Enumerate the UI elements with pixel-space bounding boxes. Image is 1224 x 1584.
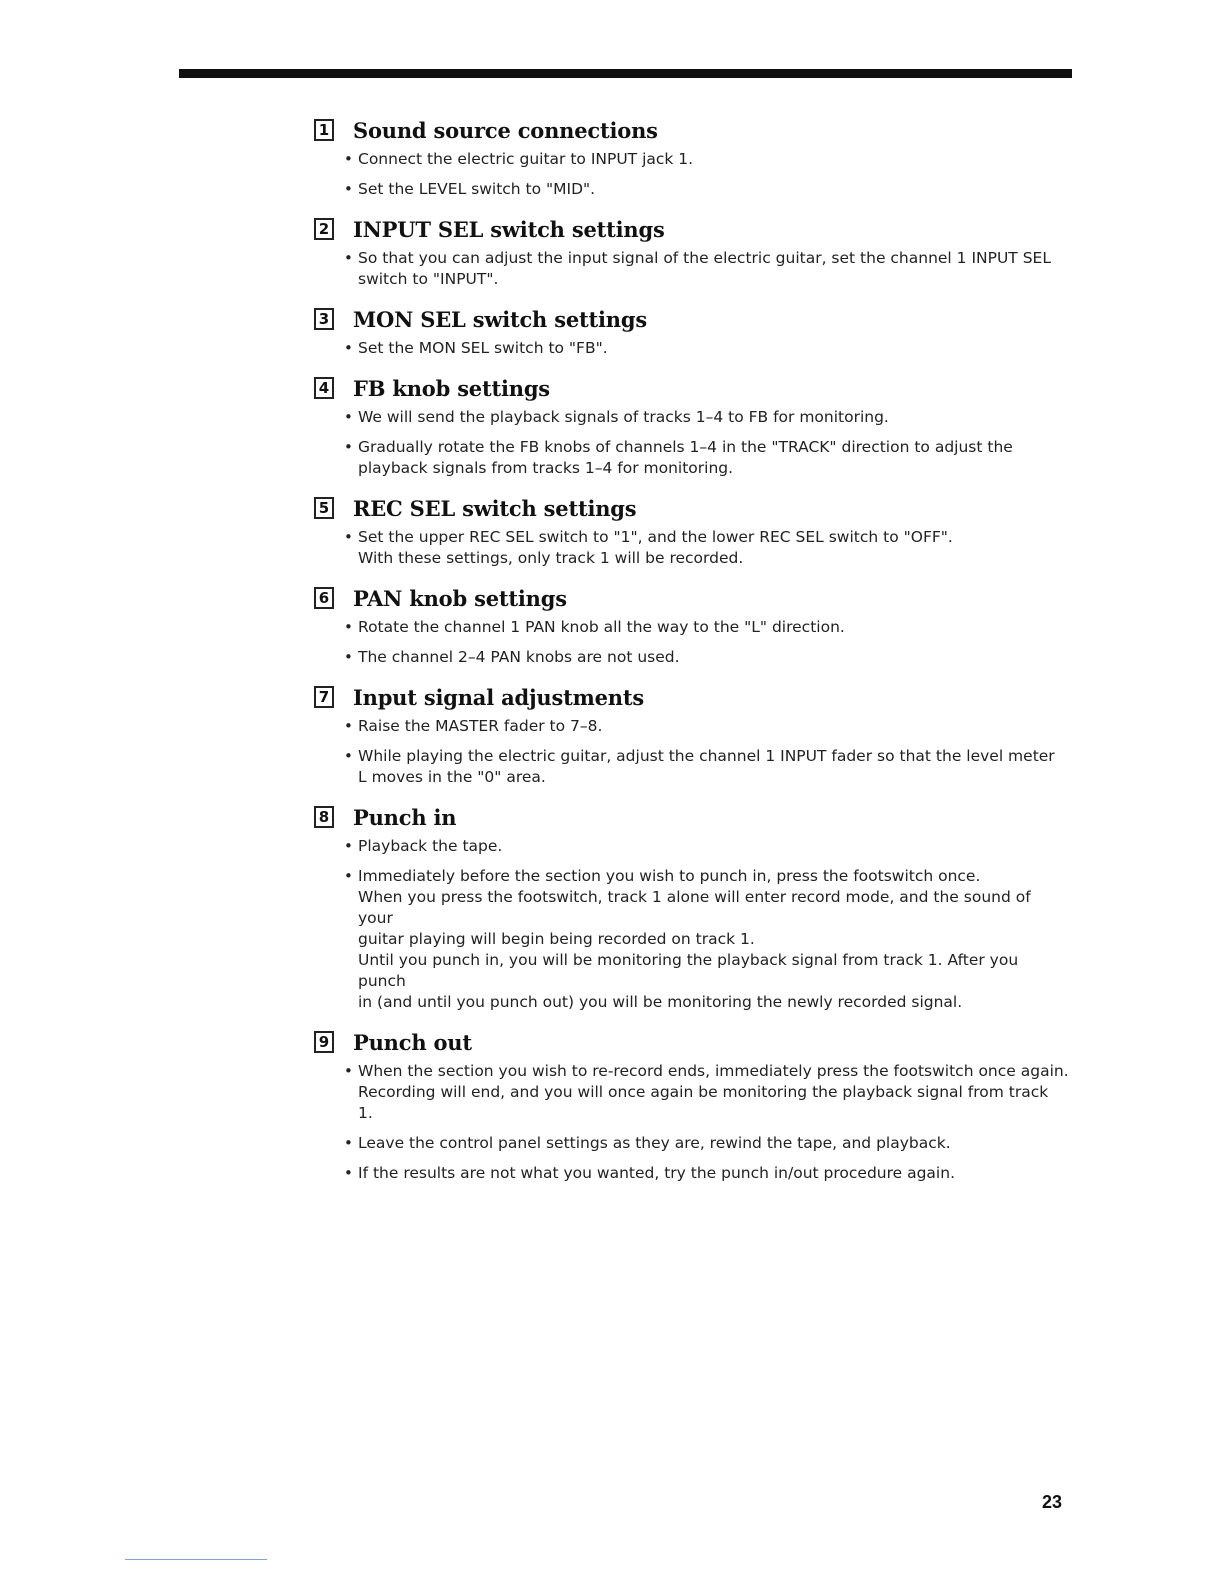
step-number-box: 4 bbox=[314, 377, 334, 399]
step-number-box: 1 bbox=[314, 119, 334, 141]
section-input-signal-adjustments bbox=[318, 682, 1070, 788]
section-header bbox=[314, 682, 1070, 712]
section-punch-out bbox=[318, 1027, 1070, 1184]
bullet-list bbox=[318, 836, 1070, 1013]
bullet-list bbox=[318, 248, 1070, 290]
section-title: PAN knob settings bbox=[353, 585, 567, 611]
bottom-rule bbox=[125, 1559, 267, 1560]
section-title: REC SEL switch settings bbox=[353, 495, 637, 521]
step-number-box: 2 bbox=[314, 218, 334, 240]
bullet-list bbox=[318, 617, 1070, 668]
instructions-content bbox=[318, 115, 1070, 1198]
bullet-item: • Set the LEVEL switch to "MID". bbox=[318, 179, 1070, 200]
section-header bbox=[314, 373, 1070, 403]
section-rec-sel-switch bbox=[318, 493, 1070, 569]
section-title: Punch in bbox=[353, 804, 457, 830]
section-header bbox=[314, 802, 1070, 832]
step-number-box: 7 bbox=[314, 686, 334, 708]
section-pan-knob bbox=[318, 583, 1070, 668]
section-title: Punch out bbox=[353, 1029, 472, 1055]
bullet-list bbox=[318, 149, 1070, 200]
step-number-box: 9 bbox=[314, 1031, 334, 1053]
step-number-box: 6 bbox=[314, 587, 334, 609]
bullet-list bbox=[318, 407, 1070, 479]
section-title: INPUT SEL switch settings bbox=[353, 216, 665, 242]
bullet-item: • Gradually rotate the FB knobs of channels 1–4 in the "TRACK" direction to adjust the playback signals from tracks 1–4 for monitoring. bbox=[318, 437, 1070, 479]
bullet-item: • So that you can adjust the input signal of the electric guitar, set the channel 1 INPUT SEL switch to "INPUT". bbox=[318, 248, 1070, 290]
section-fb-knob bbox=[318, 373, 1070, 479]
section-mon-sel-switch bbox=[318, 304, 1070, 359]
bullet-item: • We will send the playback signals of tracks 1–4 to FB for monitoring. bbox=[318, 407, 1070, 428]
bullet-item: • Connect the electric guitar to INPUT jack 1. bbox=[318, 149, 1070, 170]
section-title: Sound source connections bbox=[353, 117, 658, 143]
section-title: MON SEL switch settings bbox=[353, 306, 647, 332]
section-header bbox=[314, 304, 1070, 334]
step-number-box: 8 bbox=[314, 806, 334, 828]
bullet-list bbox=[318, 338, 1070, 359]
step-number-box: 3 bbox=[314, 308, 334, 330]
bullet-item: • If the results are not what you wanted, try the punch in/out procedure again. bbox=[318, 1163, 1070, 1184]
section-header bbox=[314, 493, 1070, 523]
bullet-item: • Immediately before the section you wish to punch in, press the footswitch once. When you press the footswitch, track 1 alone will enter record mode, and the sound of your guitar playing will begin being recorded on track 1. Until you punch in, you will be monitoring the playback signal from track 1. After you punch in (and until you punch out) you will be monitoring the newly recorded signal. bbox=[318, 866, 1070, 1013]
top-rule bbox=[179, 69, 1072, 78]
bullet-item: • While playing the electric guitar, adjust the channel 1 INPUT fader so that the level meter L moves in the "0" area. bbox=[318, 746, 1070, 788]
section-header bbox=[314, 1027, 1070, 1057]
bullet-item: • Set the MON SEL switch to "FB". bbox=[318, 338, 1070, 359]
step-number-box: 5 bbox=[314, 497, 334, 519]
section-title: Input signal adjustments bbox=[353, 684, 644, 710]
bullet-item: • When the section you wish to re-record ends, immediately press the footswitch once again. Recording will end, and you will once again be monitoring the playback signal from track 1. bbox=[318, 1061, 1070, 1124]
section-sound-source-connections bbox=[318, 115, 1070, 200]
section-title: FB knob settings bbox=[353, 375, 550, 401]
bullet-list bbox=[318, 716, 1070, 788]
bullet-item: • Set the upper REC SEL switch to "1", and the lower REC SEL switch to "OFF". With these settings, only track 1 will be recorded. bbox=[318, 527, 1070, 569]
section-header bbox=[314, 214, 1070, 244]
section-header bbox=[314, 583, 1070, 613]
bullet-list bbox=[318, 527, 1070, 569]
bullet-item: • Raise the MASTER fader to 7–8. bbox=[318, 716, 1070, 737]
bullet-item: • Leave the control panel settings as they are, rewind the tape, and playback. bbox=[318, 1133, 1070, 1154]
section-header bbox=[314, 115, 1070, 145]
page-number: 23 bbox=[1042, 1492, 1063, 1512]
bullet-item: • Rotate the channel 1 PAN knob all the way to the "L" direction. bbox=[318, 617, 1070, 638]
bullet-item: • The channel 2–4 PAN knobs are not used. bbox=[318, 647, 1070, 668]
bullet-list bbox=[318, 1061, 1070, 1184]
bullet-item: • Playback the tape. bbox=[318, 836, 1070, 857]
section-punch-in bbox=[318, 802, 1070, 1013]
section-input-sel-switch bbox=[318, 214, 1070, 290]
